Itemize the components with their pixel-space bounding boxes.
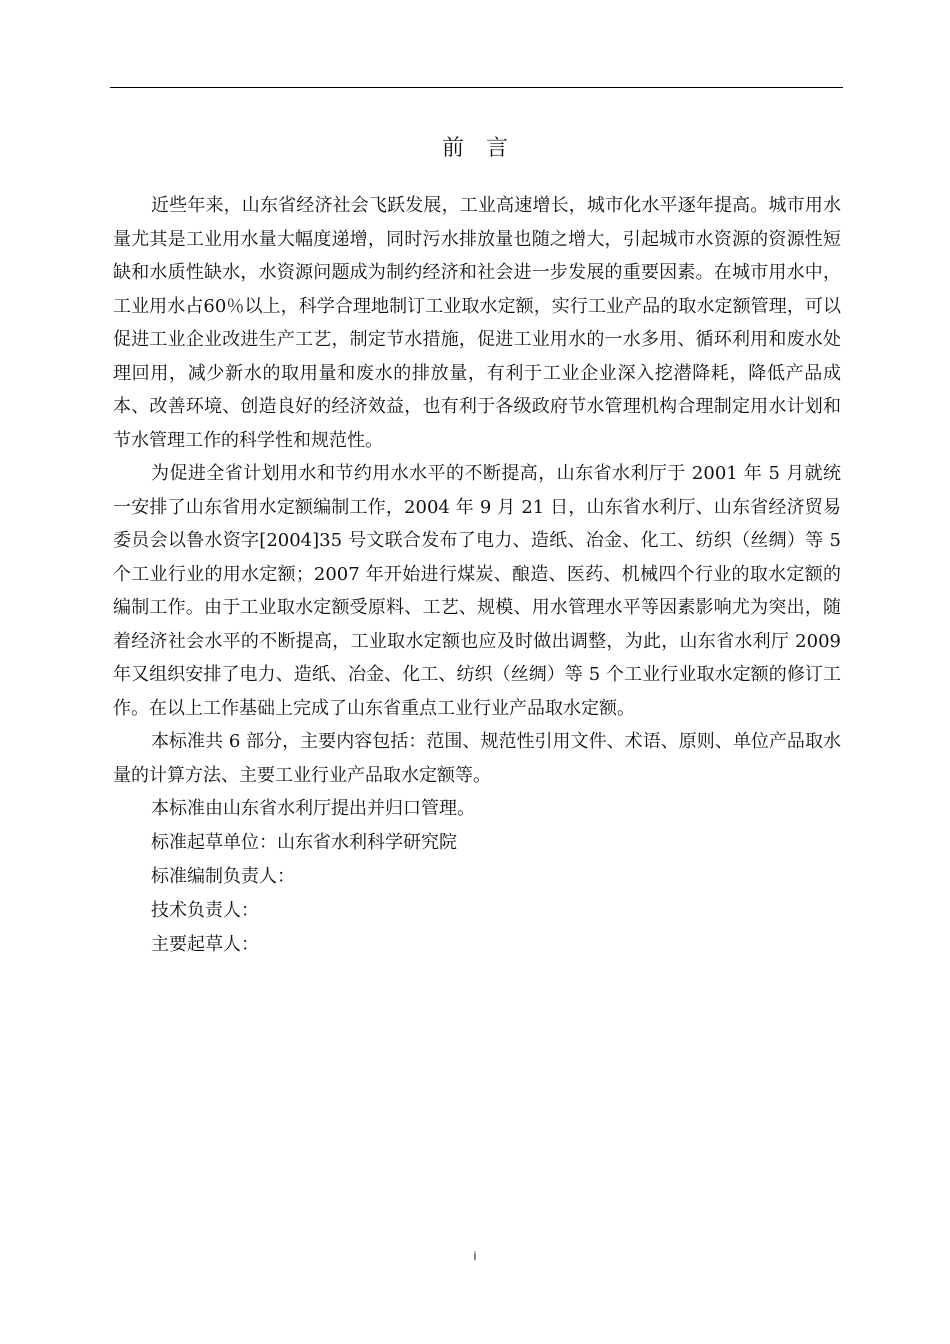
line-technical-lead: 技术负责人： bbox=[151, 900, 259, 921]
header-rule bbox=[110, 87, 843, 88]
page-number: i bbox=[473, 1249, 477, 1263]
paragraph-history: 为促进全省计划用水和节约用水水平的不断提高，山东省水利厅于 2001 年 5 月就统一安排了山东省用水定额编制工作，2004 年 9 月 21 日，山东省水利厅、山东省经济贸易委员会以鲁水资字[2004]35 号文联合发布了电力、造纸、冶金、化工、纺织（丝绸）等 5 个工业行业的用水定额；2007 年开始进行煤炭、酿造、医药、机械四个行业的取水定额的编制工作。由于工业取水定额受原料、工艺、规模、用水管理水平等因素影响尤为突出，随着经济社会水平的不断提高，工业取水定额也应及时做出调整，为此，山东省水利厅 2009 年又组织安排了电力、造纸、冶金、化工、纺织（丝绸）等 5 个工业行业取水定额的修订工作。在以上工作基础上完成了山东省重点工业行业产品取水定额。 bbox=[113, 463, 841, 719]
paragraph-contents: 本标准共 6 部分，主要内容包括：范围、规范性引用文件、术语、原则、单位产品取水量的计算方法、主要工业行业产品取水定额等。 bbox=[113, 731, 841, 786]
line-drafting-unit: 标准起草单位：山东省水利科学研究院 bbox=[151, 832, 457, 853]
line-compilation-lead: 标准编制负责人： bbox=[151, 866, 295, 887]
body-text bbox=[113, 189, 841, 962]
line-responsible-authority: 本标准由山东省水利厅提出并归口管理。 bbox=[151, 798, 475, 819]
page-title: 前言 bbox=[441, 136, 530, 161]
line-main-drafters: 主要起草人： bbox=[151, 934, 259, 955]
paragraph-background: 近些年来，山东省经济社会飞跃发展，工业高速增长，城市化水平逐年提高。城市用水量尤其是工业用水量大幅度递增，同时污水排放量也随之增大，引起城市水资源的资源性短缺和水质性缺水，水资源问题成为制约经济和社会进一步发展的重要因素。在城市用水中，工业用水占60％以上，科学合理地制订工业取水定额，实行工业产品的取水定额管理，可以促进工业企业改进生产工艺，制定节水措施，促进工业用水的一水多用、循环利用和废水处理回用，减少新水的取用量和废水的排放量，有利于工业企业深入挖潜降耗，降低产品成本、改善环境、创造良好的经济效益，也有利于各级政府节水管理机构合理制定用水计划和节水管理工作的科学性和规范性。 bbox=[113, 195, 841, 451]
